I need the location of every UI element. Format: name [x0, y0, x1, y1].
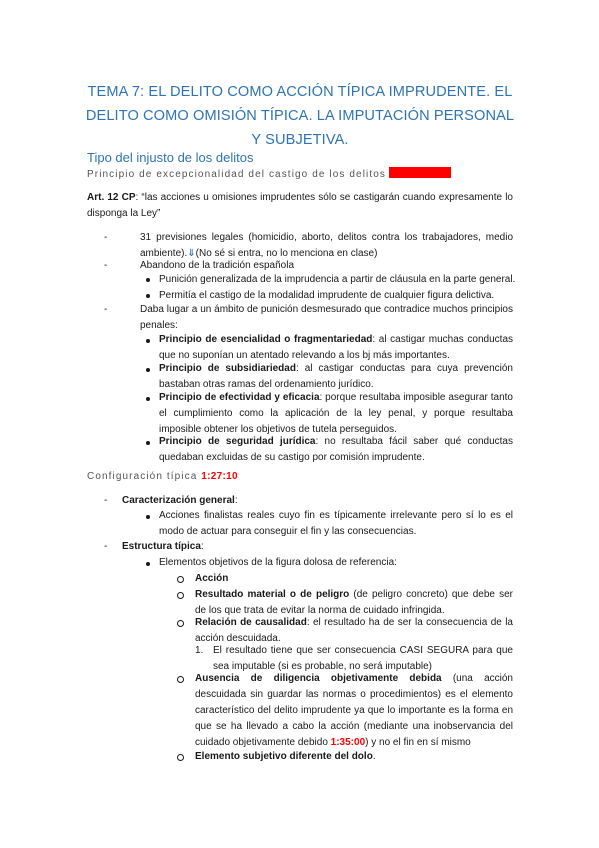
diligencia-end: ) y no el fin en sí mismo — [365, 737, 471, 748]
principle-efectividad-label: Principio de efectividad y eficacia — [159, 392, 320, 403]
principle-seguridad-label: Principio de seguridad jurídica — [159, 436, 316, 447]
dash-marker: - — [104, 260, 108, 271]
subheading-text: Principio de excepcionalidad del castigo de los delitos — [87, 169, 386, 180]
elemento-subjetivo — [195, 749, 513, 765]
configuracion-label: Configuración típica — [87, 471, 198, 482]
list-item-abandono: Abandono de la tradición española — [140, 260, 295, 271]
causalidad-text: : el resultado ha de ser la consecuencia de la acción descuidada. — [195, 617, 513, 644]
redacted-timestamp-box — [389, 167, 451, 178]
arrow-down-icon: ⇓ — [187, 248, 196, 259]
circle-marker — [177, 592, 184, 599]
dash-marker: - — [104, 304, 108, 315]
list-subitem-permitia: Permitía el castigo de la modalidad imprudente de cualquier figura delictiva. — [159, 290, 495, 301]
principle-subsidiariedad-label: Principio de subsidiariedad — [159, 363, 296, 374]
subjetivo-end: . — [372, 751, 376, 762]
numbered-marker: 1. — [195, 645, 204, 656]
principle-esencialidad-label: Principio de esencialidad o fragmentariedad — [159, 334, 373, 345]
section-heading-configuracion — [87, 471, 238, 482]
caracterizacion-label: Caracterización general — [122, 495, 235, 506]
subheading-excepcionalidad — [87, 167, 451, 180]
art-text: : “las acciones u omisiones imprudentes sólo se castigarán cuando expresamente lo disponga la Ley” — [87, 192, 513, 219]
principle-efectividad-text: : porque resultaba imposible asegurar tanto el cumplimiento como la aplicación de la ley penal, y porque resultaba imposible obtener los objetivos de tutela perseguidos. — [159, 392, 513, 435]
bullet-dot — [146, 294, 150, 298]
bullet-dot — [146, 562, 150, 566]
art-12-paragraph — [87, 190, 513, 222]
bullet-dot — [146, 515, 150, 519]
elementos-objetivos: Elementos objetivos de la figura dolosa de referencia: — [159, 557, 397, 568]
subjetivo-label: Elemento subjetivo diferente del dolo — [195, 751, 373, 762]
principle-subsidiariedad-text: : al castigar conductas para cuya prevención bastaban otras ramas del ordenamiento jurídico. — [159, 363, 513, 390]
resultado-text: (de peligro concreto) que debe ser de los que trata de evitar la norma de cuidado infringida. — [195, 589, 513, 616]
estructura-colon: : — [200, 541, 204, 552]
causalidad-label: Relación de causalidad — [195, 617, 307, 628]
diligencia-timestamp: 1:35:00 — [330, 737, 366, 748]
list-item-daba-lugar: Daba lugar a un ámbito de punición desmesurado que contradice muchos principios penales: — [140, 304, 513, 331]
bullet-dot — [146, 397, 150, 401]
principle-subsidiariedad — [159, 361, 513, 393]
previsiones-text: 31 previsiones legales (homicidio, aborto, delitos contra los trabajadores, medio ambiente). — [140, 232, 513, 259]
estructura-label: Estructura típica — [122, 541, 201, 552]
configuracion-timestamp: 1:27:10 — [201, 471, 238, 482]
art-label: Art. 12 CP — [87, 192, 136, 203]
list-item-caracterizacion — [122, 493, 512, 509]
bullet-dot — [146, 339, 150, 343]
caracterizacion-colon: : — [234, 495, 238, 506]
principle-seguridad — [159, 434, 513, 466]
resultado-label: Resultado material o de peligro — [195, 589, 350, 600]
bullet-dot — [146, 368, 150, 372]
list-subitem-punicion: Punición generalizada de la imprudencia a partir de cláusula en la parte general. — [159, 274, 516, 285]
dash-marker: - — [104, 495, 108, 506]
elemento-accion: Acción — [195, 573, 229, 584]
diligencia-text: (una acción descuidada sin guardar las normas o procedimientos) es el elemento característico del delito imprudente ya que lo importante es la forma en que se ha llevado a cabo la acción (mediante una inobservancia del cuidado objetivamente debido — [195, 673, 513, 748]
previsiones-note: (No sé si entra, no lo menciona en clase) — [195, 248, 378, 259]
circle-marker — [177, 676, 184, 683]
principle-esencialidad-text: : al castigar muchas conductas que no suponían un atentado relevando a los bj más importantes. — [159, 334, 514, 361]
dash-marker: - — [104, 541, 108, 552]
bullet-dot — [146, 441, 150, 445]
causalidad-nota: El resultado tiene que ser consecuencia CASI SEGURA para que sea imputable (si es probable, no será imputable) — [213, 645, 513, 672]
list-item-estructura — [122, 539, 512, 555]
section-heading-tipo-injusto: Tipo del injusto de los delitos — [87, 150, 254, 165]
diligencia-label: Ausencia de diligencia objetivamente debida — [195, 673, 442, 684]
document-title: TEMA 7: EL DELITO COMO ACCIÓN TÍPICA IMPRUDENTE. EL DELITO COMO OMISIÓN TÍPICA. LA IMPUTACIÓN PERSONAL Y SUBJETIVA. — [85, 84, 515, 148]
bullet-dot — [146, 278, 150, 282]
elemento-diligencia — [195, 671, 513, 751]
principle-seguridad-text: : no resultaba fácil saber qué conductas quedaban excluidas de su castigo por comisión imprudente. — [159, 436, 513, 463]
circle-marker — [177, 576, 184, 583]
principle-esencialidad — [159, 332, 513, 364]
principle-efectividad — [159, 390, 513, 438]
caracterizacion-description: Acciones finalistas reales cuyo fin es típicamente irrelevante pero sí lo es el modo de actuar para conseguir el fin y las consecuencias. — [159, 510, 513, 537]
circle-marker — [177, 620, 184, 627]
circle-marker — [177, 754, 184, 761]
dash-marker: - — [104, 232, 108, 243]
